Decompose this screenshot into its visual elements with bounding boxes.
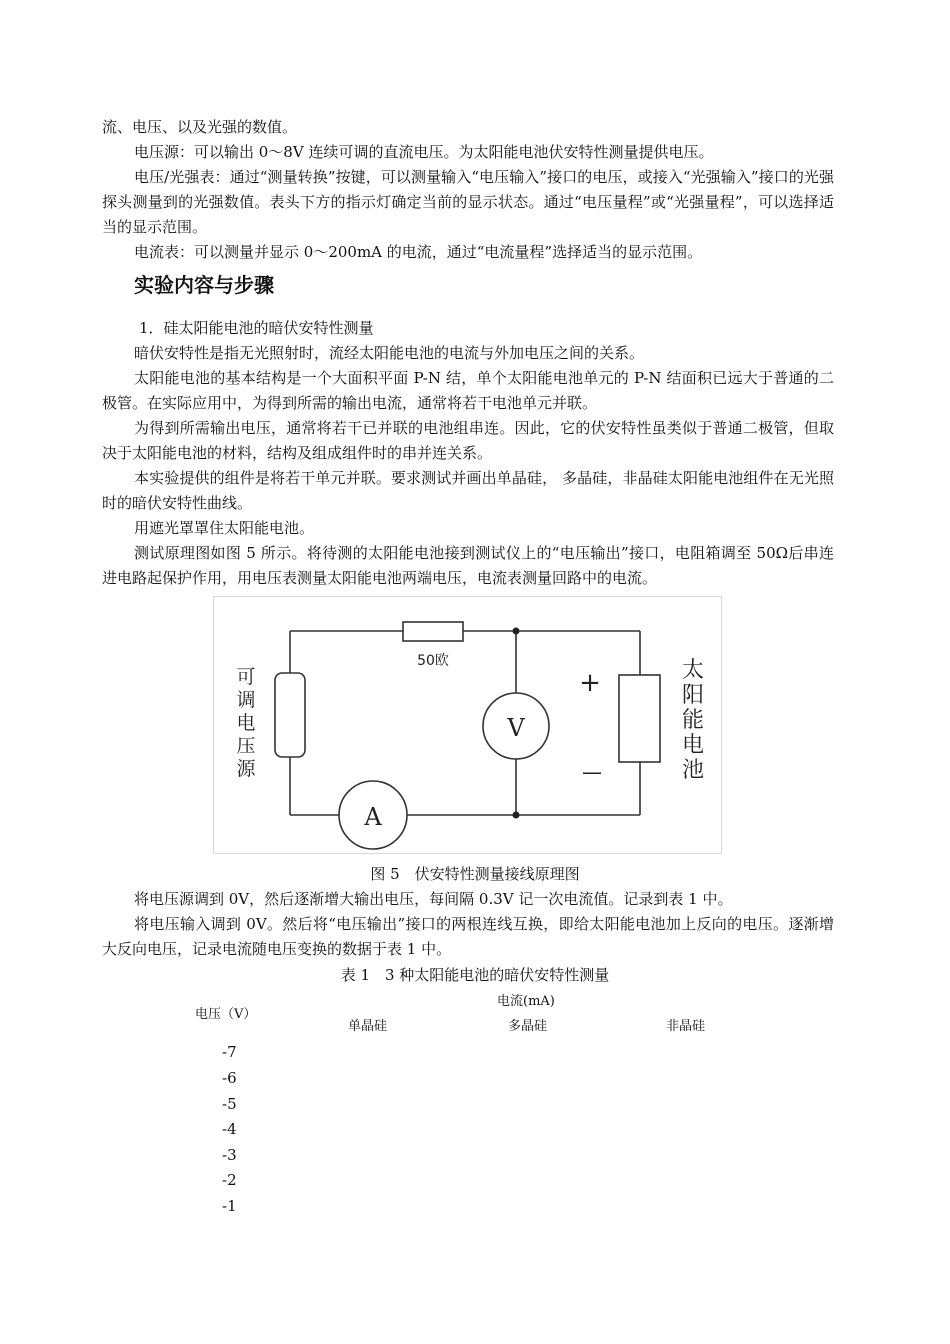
table-row-voltage: -1 xyxy=(222,1197,237,1215)
table-row-voltage: -4 xyxy=(222,1120,237,1138)
paragraph-structure: 太阳能电池的基本结构是一个大面积平面 P-N 结，单个太阳能电池单元的 P-N 结面积已远大于普通的二极管。在实际应用中，为得到所需的输出电流，通常将若干电池单元并联。 xyxy=(102,369,834,412)
junction-top xyxy=(513,628,520,635)
voltage-source-symbol xyxy=(275,673,305,757)
cell-label-char: 电 xyxy=(681,733,705,758)
table-row-voltage: -2 xyxy=(222,1171,237,1189)
column-header-amorphous: 非晶硅 xyxy=(666,1019,706,1034)
table-row-voltage: -5 xyxy=(222,1095,237,1113)
paragraph-ammeter: 电流表：可以测量并显示 0～200mA 的电流，通过“电流量程”选择适当的显示范围。 xyxy=(134,243,703,261)
circuit-svg xyxy=(214,597,721,853)
source-label-char: 调 xyxy=(236,689,256,711)
source-label-char: 压 xyxy=(236,735,256,757)
table-caption: 表 1 3 种太阳能电池的暗伏安特性测量 xyxy=(340,966,610,984)
figure-caption: 图 5 伏安特性测量接线原理图 xyxy=(370,865,580,883)
resistor-symbol xyxy=(403,622,463,641)
paragraph-cover: 用遮光罩罩住太阳能电池。 xyxy=(134,519,315,537)
subsection-title: 1．硅太阳能电池的暗伏安特性测量 xyxy=(139,319,374,337)
junction-bottom xyxy=(513,812,520,819)
paragraph-voltage-light-meter: 电压/光强表：通过“测量转换”按键，可以测量输入“电压输入”接口的电压，或接入“光强输入”接口的光强探头测量到的光强数值。表头下方的指示灯确定当前的显示状态。通过“电压量程”或“光强量程”，可以选择适当的显示范围。 xyxy=(102,168,834,236)
table-row-voltage: -3 xyxy=(222,1146,237,1164)
solar-cell-symbol xyxy=(619,675,660,762)
table-row-voltage: -7 xyxy=(222,1043,237,1061)
circuit-diagram xyxy=(213,596,722,854)
source-label-char: 电 xyxy=(236,712,256,734)
plus-sign: + xyxy=(579,668,601,698)
paragraph-series-connection: 为得到所需输出电压，通常将若干已并联的电池组串连。因此，它的伏安特性虽类似于普通二极管，但取决于太阳能电池的材料，结构及组成组件时的串并连关系。 xyxy=(102,419,834,462)
paragraph-intro-tail: 流、电压、以及光强的数值。 xyxy=(102,118,298,136)
cell-label-char: 阳 xyxy=(681,683,705,708)
cell-label-char: 太 xyxy=(681,658,705,683)
current-group-header: 电流(mA) xyxy=(497,994,555,1009)
source-label-char: 源 xyxy=(236,758,256,780)
paragraph-circuit-principle: 测试原理图如图 5 所示。将待测的太阳能电池接到测试仪上的“电压输出”接口，电阻箱调至 50Ω后串连进电路起保护作用，用电压表测量太阳能电池两端电压，电流表测量回路中的电流。 xyxy=(102,544,834,587)
paragraph-voltage-source: 电压源：可以输出 0～8V 连续可调的直流电压。为太阳能电池伏安特性测量提供电压。 xyxy=(134,143,714,161)
minus-sign: — xyxy=(582,760,602,784)
source-label-char: 可 xyxy=(236,666,256,688)
column-header-monocrystalline: 单晶硅 xyxy=(348,1019,388,1034)
resistor-label: 50欧 xyxy=(417,653,449,669)
paragraph-requirement: 本实验提供的组件是将若干单元并联。要求测试并画出单晶硅， 多晶硅，非晶硅太阳能电池组件在无光照时的暗伏安特性曲线。 xyxy=(102,469,834,512)
paragraph-forward-procedure: 将电压源调到 0V，然后逐渐增大输出电压，每间隔 0.3V 记一次电流值。记录到表 1 中。 xyxy=(134,890,733,908)
voltage-column-header: 电压（V） xyxy=(195,1007,257,1022)
column-header-polycrystalline: 多晶硅 xyxy=(508,1019,548,1034)
ammeter-label: A xyxy=(364,803,382,831)
section-heading: 实验内容与步骤 xyxy=(134,273,274,297)
paragraph-reverse-procedure: 将电压输入调到 0V。然后将“电压输出”接口的两根连线互换，即给太阳能电池加上反向的电压。逐渐增大反向电压，记录电流随电压变换的数据于表 1 中。 xyxy=(102,915,834,958)
cell-label-char: 能 xyxy=(681,708,705,733)
cell-label-char: 池 xyxy=(681,758,705,783)
voltmeter-label: V xyxy=(507,714,525,742)
table-row-voltage: -6 xyxy=(222,1069,237,1087)
paragraph-dark-iv-definition: 暗伏安特性是指无光照射时，流经太阳能电池的电流与外加电压之间的关系。 xyxy=(134,344,645,362)
